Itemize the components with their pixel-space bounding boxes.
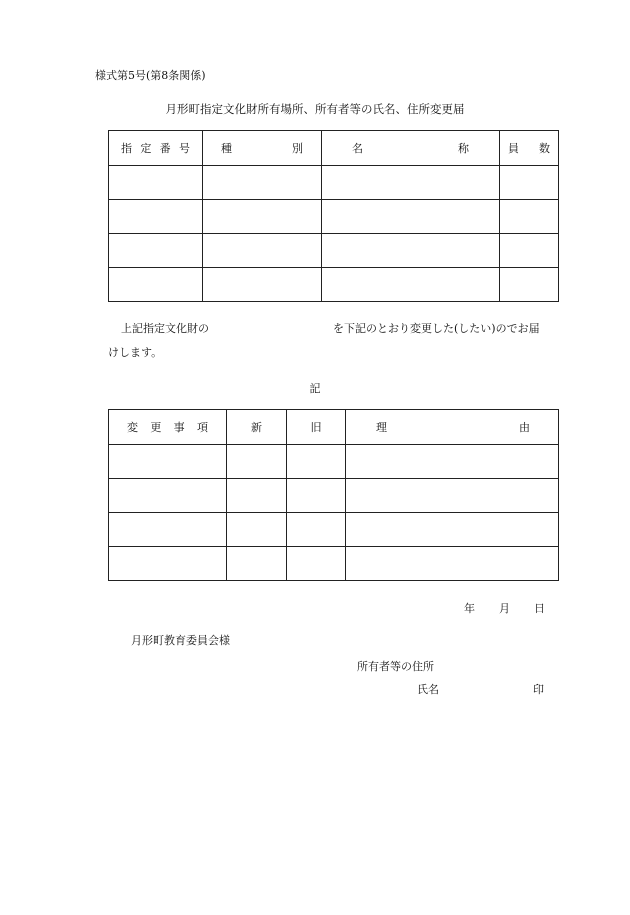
table-cell[interactable]: [287, 547, 346, 581]
table-cell[interactable]: [227, 513, 287, 547]
table-row: [109, 445, 559, 479]
header-char: 事: [173, 421, 185, 434]
header-new: [227, 410, 287, 445]
table-cell[interactable]: [322, 234, 500, 268]
ki-heading: 記: [309, 382, 321, 395]
body-text-right: を下記のとおり変更した(したい)のでお届: [333, 322, 540, 335]
table-row: [109, 200, 559, 234]
table-cell[interactable]: [500, 200, 559, 234]
table-cell[interactable]: [322, 200, 500, 234]
header-quantity: [500, 131, 559, 166]
header-designation-number: [109, 131, 203, 166]
table-row: [109, 268, 559, 302]
seal-mark: 印: [533, 683, 544, 696]
header-type: [203, 131, 322, 166]
table-cell[interactable]: [109, 479, 227, 513]
header-char: 名: [352, 142, 363, 155]
table-cell[interactable]: [203, 166, 322, 200]
header-char: 変: [127, 421, 138, 434]
header-char: 項: [196, 421, 208, 434]
table-cell[interactable]: [227, 547, 287, 581]
table-cell[interactable]: [346, 445, 559, 479]
table-row: [109, 513, 559, 547]
table-cell[interactable]: [346, 547, 559, 581]
table-cell[interactable]: [109, 234, 203, 268]
table-row: [109, 234, 559, 268]
header-char: 旧: [310, 421, 322, 434]
table-cell[interactable]: [109, 200, 203, 234]
date-day-label: 日: [534, 602, 545, 615]
header-char: 定: [140, 142, 152, 155]
table-cell[interactable]: [203, 200, 322, 234]
change-details-table: [108, 409, 559, 581]
document-title: 月形町指定文化財所有場所、所有者等の氏名、住所変更届: [165, 102, 465, 116]
table-cell[interactable]: [500, 268, 559, 302]
body-text-left: 上記指定文化財の: [121, 322, 209, 335]
table-cell[interactable]: [227, 445, 287, 479]
header-char: 更: [150, 421, 162, 434]
table-cell[interactable]: [322, 166, 500, 200]
table-cell[interactable]: [227, 479, 287, 513]
table-cell[interactable]: [109, 268, 203, 302]
cultural-property-table: [108, 130, 559, 302]
table-cell[interactable]: [109, 445, 227, 479]
table-header-row: [109, 410, 559, 445]
header-char: 別: [292, 142, 303, 155]
table-cell[interactable]: [346, 513, 559, 547]
header-char: 号: [178, 142, 190, 155]
table-cell[interactable]: [500, 166, 559, 200]
table-row: [109, 166, 559, 200]
header-char: 理: [376, 421, 387, 434]
table-cell[interactable]: [346, 479, 559, 513]
header-char: 称: [458, 142, 469, 155]
table-cell[interactable]: [287, 479, 346, 513]
header-change-item: [109, 410, 227, 445]
date-year-label: 年: [464, 602, 475, 615]
body-text-continuation: けします。: [108, 346, 163, 359]
table-cell[interactable]: [109, 547, 227, 581]
header-name: [322, 131, 500, 166]
header-char: 新: [251, 421, 262, 434]
table-cell[interactable]: [109, 513, 227, 547]
table-cell[interactable]: [500, 234, 559, 268]
date-month-label: 月: [499, 602, 510, 615]
header-char: 番: [159, 142, 171, 155]
table-cell[interactable]: [287, 445, 346, 479]
addressee: 月形町教育委員会様: [131, 634, 230, 647]
table-cell[interactable]: [287, 513, 346, 547]
table-row: [109, 547, 559, 581]
header-char: 数: [539, 142, 550, 155]
header-char: 由: [519, 421, 530, 434]
form-number: 様式第5号(第8条関係): [95, 69, 206, 82]
owner-address-label: 所有者等の住所: [357, 660, 434, 673]
owner-name-label: 氏名: [417, 683, 439, 696]
header-char: 指: [121, 142, 132, 155]
table-row: [109, 479, 559, 513]
header-reason: [346, 410, 559, 445]
header-char: 種: [221, 142, 232, 155]
table-cell[interactable]: [203, 234, 322, 268]
table-cell[interactable]: [203, 268, 322, 302]
table-cell[interactable]: [109, 166, 203, 200]
header-old: [287, 410, 346, 445]
table-header-row: [109, 131, 559, 166]
table-cell[interactable]: [322, 268, 500, 302]
header-char: 員: [508, 142, 519, 155]
